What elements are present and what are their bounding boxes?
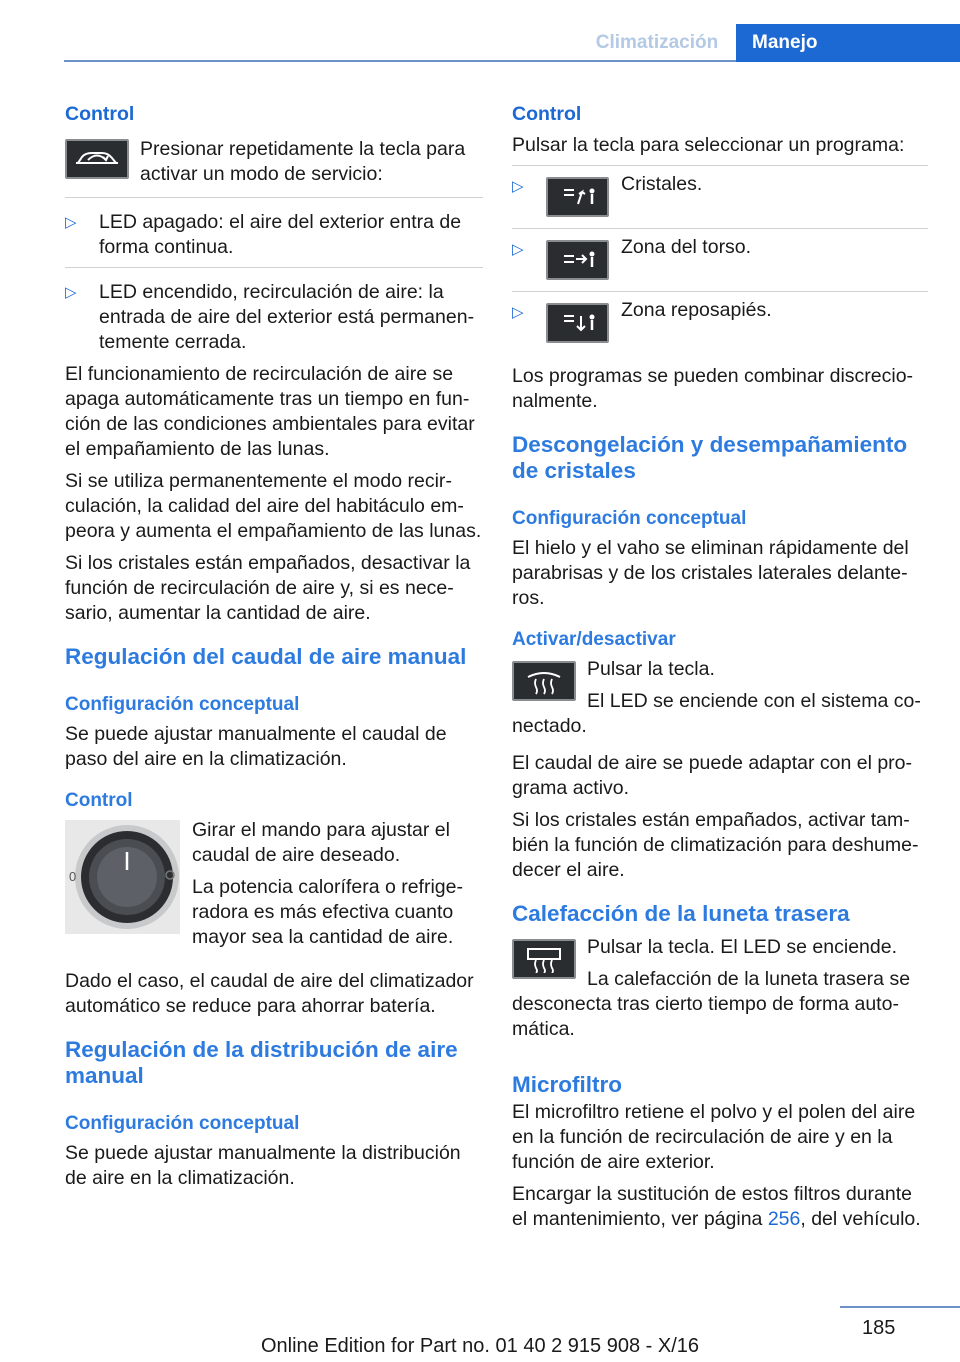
front-defrost-icon[interactable] [512,661,576,701]
paragraph: El caudal de aire se puede adaptar con el programa activo. [512,752,913,799]
triangle-bullet-icon: ▷ [512,304,524,321]
filter-text: Encargar la sustitución de estos filtros durante el mantenimiento, ver página [512,1183,912,1230]
paragraph: Pulsar la tecla. [587,658,715,680]
car-recirculation-icon [65,139,129,179]
footwell-program-icon [546,303,609,343]
fan-knob [65,820,180,934]
program-item [512,172,928,222]
rear-heating-control [512,935,928,1042]
activate-led-text: El LED se enciende con el sistema conectado. [512,690,921,737]
left-column [65,102,483,1198]
paragraph: Si los cristales están empañados, activar también la función de climatización para deshumedecer el aire. [512,809,919,881]
recirculation-control [65,137,483,187]
paragraph: La potencia calorífera o refrigeradora es más efectiva cuanto mayor sea la cantidad de aire. [192,876,463,948]
divider [65,267,483,268]
torso-program-icon [546,240,609,280]
paragraph [512,1182,928,1232]
control-heading: Control [512,103,582,125]
subsection-title: Configuración conceptual [65,694,300,715]
fan-control [65,818,483,957]
paragraph: El funcionamiento de recirculación de aire se apaga automáticamente tras un tiempo en función de las condiciones ambientales para evitar el empañamiento de las lunas. [65,363,475,460]
paragraph: Dado el caso, el caudal de aire del climatizador automático se reduce para ahorrar batería. [65,970,474,1017]
paragraph: Se puede ajustar manualmente el caudal de paso del aire en la climatización. [65,723,447,770]
knob-zero-label: 0 [69,869,77,884]
list-item-text: LED encendido, recirculación de aire: la entrada de aire del exterior está permanentemente cerrada. [99,281,475,353]
rear-auto-off-text: La calefacción de la luneta trasera se desconecta tras cierto tiempo de forma automática. [512,968,911,1040]
right-column [512,102,928,1239]
fan-control-text [192,818,482,957]
defrost-control [512,657,928,739]
triangle-bullet-icon: ▷ [65,214,77,231]
triangle-bullet-icon: ▷ [512,178,524,195]
program-label: Cristales. [621,173,703,195]
divider [512,165,928,166]
rear-window-heating-icon[interactable] [512,939,576,979]
page-link[interactable]: 256 [767,1208,801,1230]
paragraph: Si los cristales están empañados, desactivar la función de recirculación de aire y, si es necesario, aumentar la cantidad de aire. [65,552,471,624]
filter-text-end: , del vehículo. [800,1208,921,1230]
windshield-program-icon [546,177,609,217]
program-label: Zona del torso. [621,236,752,258]
paragraph: Pulsar la tecla para seleccionar un programa: [512,134,905,156]
paragraph: Pulsar la tecla. El LED se enciende. [587,936,898,958]
subsection-title: Configuración conceptual [512,508,747,529]
section-title: Calefacción de la luneta trasera [512,901,850,926]
divider [65,197,483,198]
footer-rule [840,1306,960,1308]
paragraph: Girar el mando para ajustar el caudal de aire deseado. [192,819,450,866]
control-heading: Control [65,103,135,125]
program-label: Zona reposapiés. [621,299,772,321]
edition-footer: Online Edition for Part no. 01 40 2 915 908 - X/16 [260,1335,700,1357]
triangle-bullet-icon: ▷ [65,284,77,301]
list-item [65,210,483,260]
paragraph: Si se utiliza permanentemente el modo recirculación, la calidad del aire del habitáculo empeora y aumenta el empañamiento de las lunas. [65,470,482,542]
section-title: Microfiltro [512,1072,622,1097]
control-text: Presionar repetidamente la tecla para activar un modo de servicio: [140,138,466,185]
tab-manejo[interactable]: Manejo [736,24,960,62]
list-item-text: LED apagado: el aire del exterior entra de forma continua. [99,211,462,258]
tab-climatizacion[interactable]: Climatización [595,32,719,53]
subsection-title: Configuración conceptual [65,1113,300,1134]
page-number: 185 [862,1317,896,1339]
divider [512,291,928,292]
paragraph: El hielo y el vaho se eliminan rápidamente del parabrisas y de los cristales laterales delanteros. [512,537,909,609]
paragraph: Se puede ajustar manualmente la distribución de aire en la climatización. [65,1142,461,1189]
paragraph: El microfiltro retiene el polvo y el polen del aire en la función de recirculación de aire y en la función de aire exterior. [512,1101,916,1173]
section-title: Regulación del caudal de aire manual [65,644,467,669]
divider [512,228,928,229]
paragraph: Los programas se pueden combinar discrecionalmente. [512,365,914,412]
section-title: Regulación de la distribución de aire manual [65,1037,458,1088]
control-heading: Control [65,790,133,811]
program-item [512,235,928,285]
subsection-title: Activar/desactivar [512,629,676,650]
triangle-bullet-icon: ▷ [512,241,524,258]
program-item [512,298,928,348]
list-item [65,280,483,355]
section-title: Descongelación y desempañamiento de cristales [512,432,908,483]
